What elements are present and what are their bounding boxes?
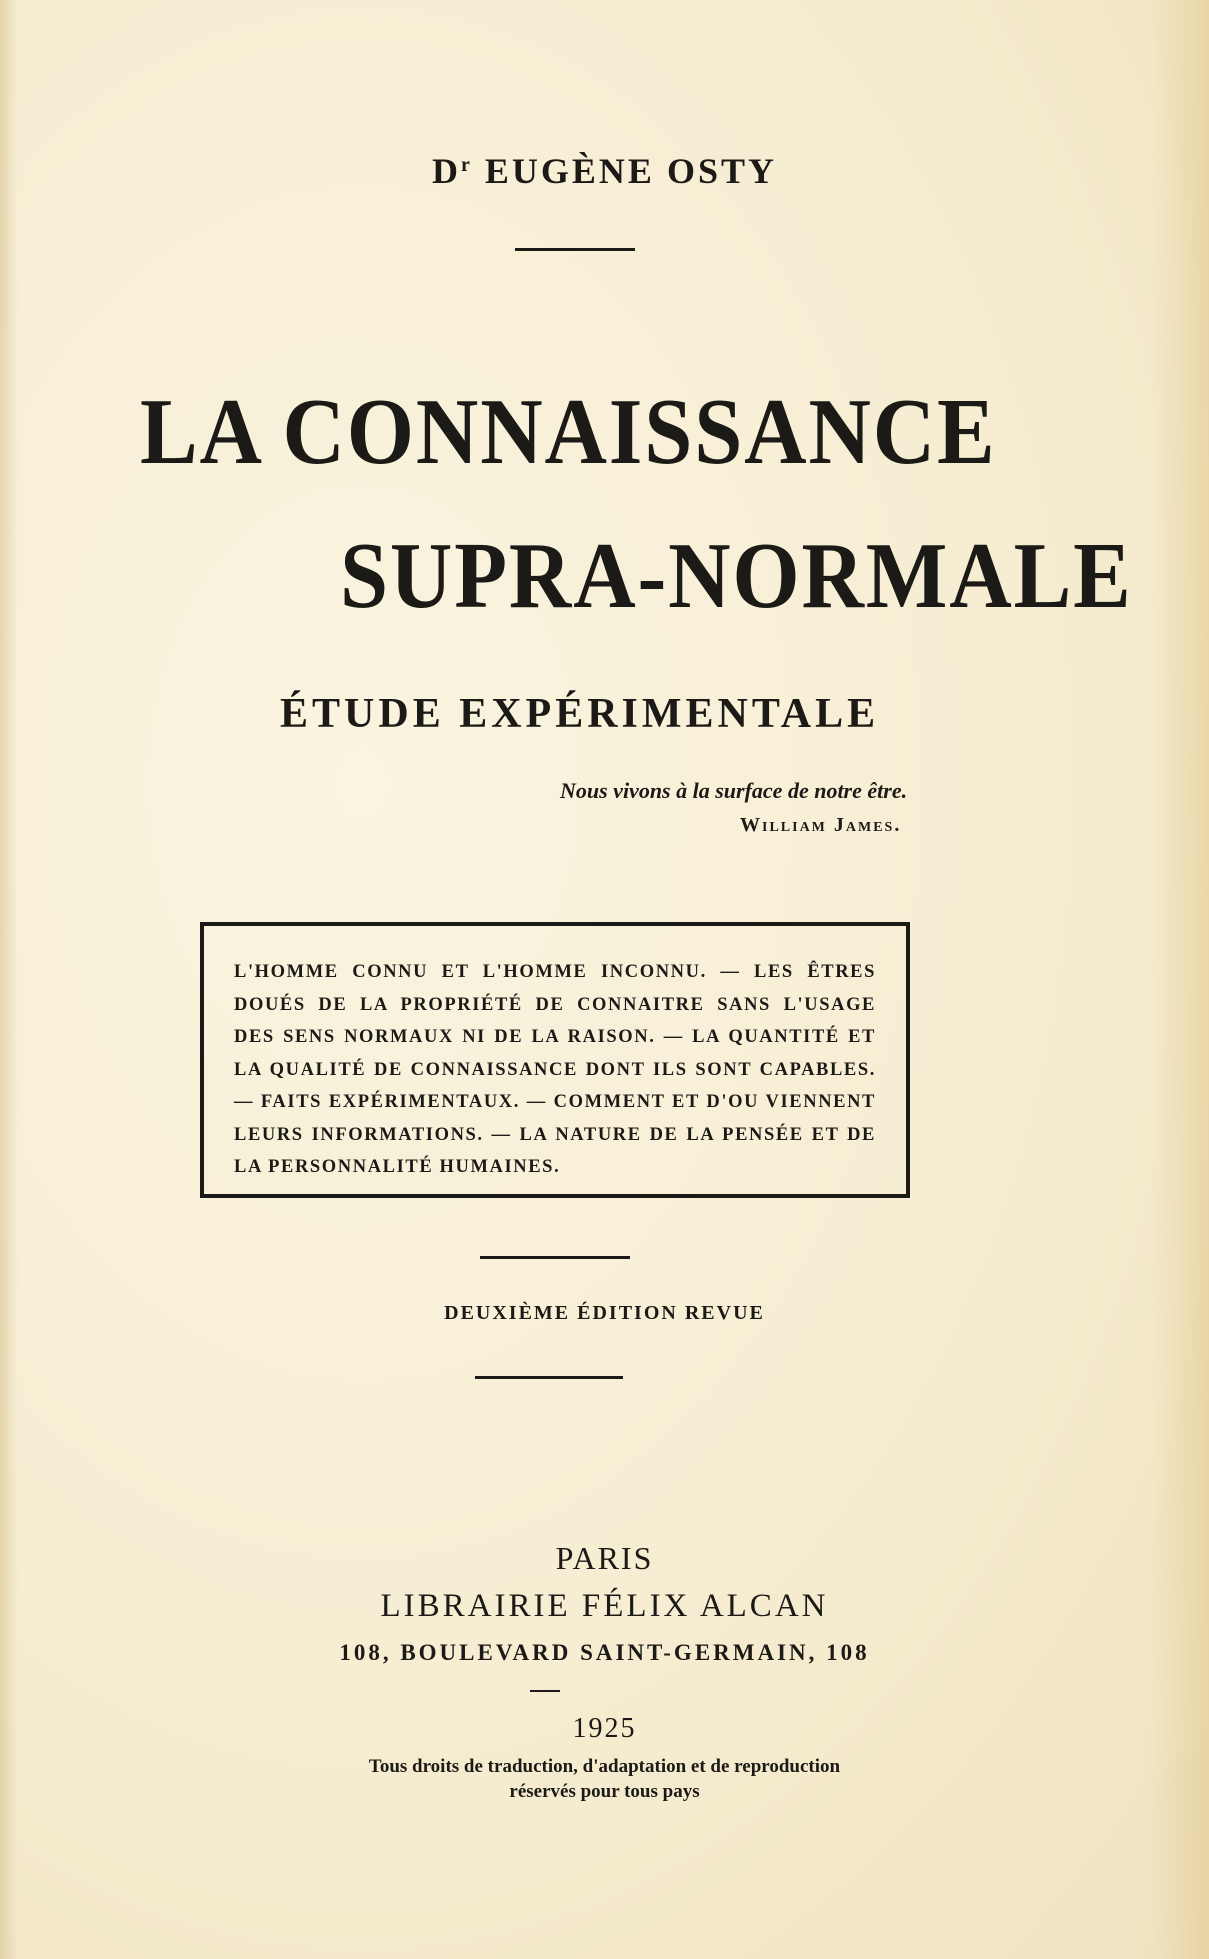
author-title: D [432,151,462,191]
author-title-sup: r [461,154,473,176]
rule-above-year [530,1690,560,1692]
rights-line-1: Tous droits de traduction, d'adaptation et de reproduction [368,1756,841,1777]
summary-text: L'HOMME CONNU ET L'HOMME INCONNU. — LES ÊTRES DOUÉS DE LA PROPRIÉTÉ DE CONNAITRE SANS L'USAGE DES SENS NORMAUX NI DE LA RAISON. — LA QUANTITÉ ET LA QUALITÉ DE CONNAISSANCE DONT ILS SONT CAPABLES. — FAITS EXPÉRIMENTAUX. — COMMENT ET D'OU VIENNENT LEURS INFORMATIONS. — LA NATURE DE LA PENSÉE ET DE LA PERSONNALITÉ HUMAINES. [234,962,876,1177]
epigraph-attribution: William James. [740,814,902,836]
imprint-publisher: LIBRAIRIE FÉLIX ALCAN [380,1588,829,1624]
rule-below-edition [475,1376,623,1379]
epigraph-quote: Nous vivons à la surface de notre être. [560,778,908,803]
book-title-line-1: LA CONNAISSANCE [140,380,997,484]
imprint-year: 1925 [572,1713,637,1744]
rights-line-2: réservés pour tous pays [509,1781,700,1802]
book-title-line-2: SUPRA-NORMALE [340,524,1133,628]
summary-box [200,922,910,1198]
imprint-address: 108, BOULEVARD SAINT-GERMAIN, 108 [339,1640,870,1665]
edition-line: DEUXIÈME ÉDITION REVUE [444,1302,765,1324]
author-name: EUGÈNE OSTY [484,151,777,191]
author-line [0,150,1209,192]
rule-above-edition [480,1256,630,1259]
rule-under-author [515,248,635,251]
book-subtitle: ÉTUDE EXPÉRIMENTALE [280,691,880,737]
imprint-city: PARIS [555,1540,654,1576]
rights-notice [0,1754,1209,1804]
